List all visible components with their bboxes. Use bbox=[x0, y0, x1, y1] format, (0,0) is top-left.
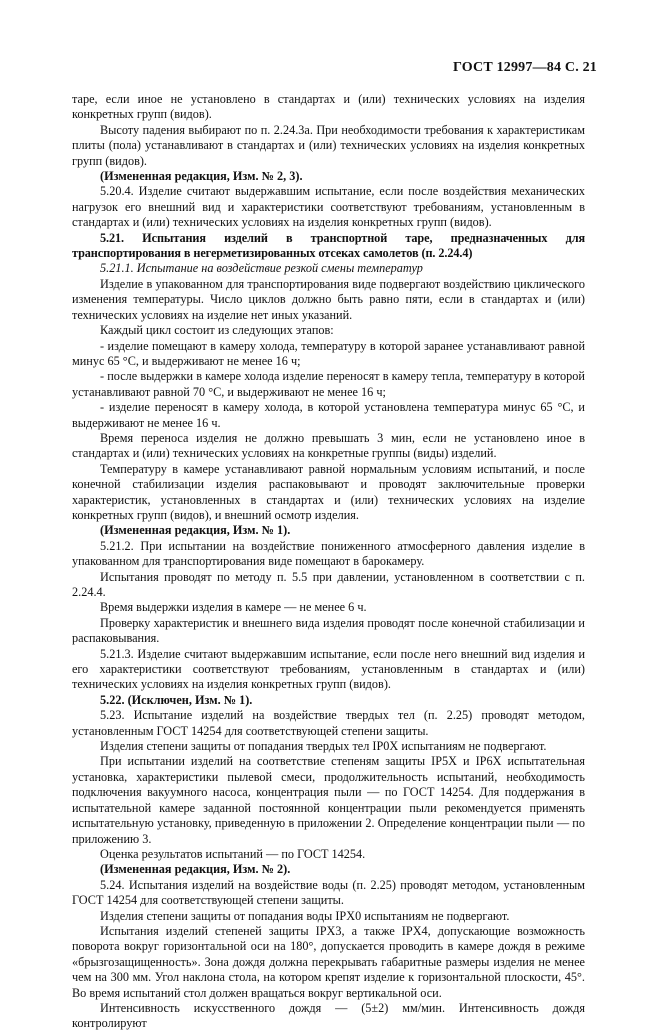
paragraph: Каждый цикл состоит из следующих этапов: bbox=[100, 323, 334, 338]
paragraph: Испытания изделий степеней защиты IPX3, а также IPX4, допускающие возможность поворота вокруг горизонтальной оси на 180°, допускается проводить в камере дождя в режиме «брызгозащищенность». Зона дождя должна перекрывать габаритные размеры изделия не менее чем на 300 мм. Угол наклона стола, на котором крепят изделие к горизонтальной плоскости, 45°. Во время испытаний стол должен вращаться вокруг вертикальной оси. bbox=[72, 923, 585, 1000]
paragraph: (Измененная редакция, Изм. № 2, 3). bbox=[100, 169, 303, 184]
paragraph: Испытания проводят по методу п. 5.5 при давлении, установленном в соответствии с п. 2.24.4. bbox=[72, 569, 585, 599]
document-body bbox=[72, 92, 585, 1032]
paragraph: 5.22. (Исключен, Изм. № 1). bbox=[100, 692, 253, 707]
paragraph: - изделие помещают в камеру холода, температуру в которой заранее устанавливают равной минус 65 °С, и выдерживают не менее 16 ч; bbox=[72, 338, 585, 368]
paragraph: (Измененная редакция, Изм. № 2). bbox=[100, 862, 291, 877]
paragraph: 5.21.1. Испытание на воздействие резкой смены температур bbox=[100, 261, 423, 276]
paragraph: (Измененная редакция, Изм. № 1). bbox=[100, 523, 291, 538]
paragraph: Изделие в упакованном для транспортирования виде подвергают воздействию циклического изменения температуры. Число циклов должно быть равно пяти, если в стандартах и (или) технических условиях на изделие нет иных указаний. bbox=[72, 276, 585, 322]
page-header: ГОСТ 12997—84 С. 21 bbox=[453, 60, 597, 75]
paragraph: 5.24. Испытания изделий на воздействие воды (п. 2.25) проводят методом, установленным ГОСТ 14254 для соответствующей степени защиты. bbox=[72, 877, 585, 908]
paragraph: Проверку характеристик и внешнего вида изделия проводят после конечной стабилизации и распаковывания. bbox=[72, 615, 585, 646]
paragraph: - после выдержки в камере холода изделие переносят в камеру тепла, температуру в которой устанавливают равной 70 °С, и выдерживают не менее 16 ч; bbox=[72, 369, 585, 399]
paragraph: - изделие переносят в камеру холода, в которой установлена температура минус 65 °С, и выдерживают не менее 16 ч. bbox=[72, 400, 585, 430]
paragraph: Изделия степени защиты от попадания твердых тел IP0X испытаниям не подвергают. bbox=[100, 739, 547, 754]
paragraph: Температуру в камере устанавливают равной нормальным условиям испытаний, и после конечной стабилизации изделия распаковывают и проводят заключительные проверки характеристик, установленных в стандартах и (или) технических условиях на изделие конкретных групп (видов), и внешний осмотр изделия. bbox=[72, 461, 585, 522]
paragraph: таре, если иное не установлено в стандартах и (или) технических условиях на изделия конкретных групп (видов). bbox=[72, 92, 585, 122]
paragraph: Время переноса изделия не должно превышать 3 мин, если не установлено иное в стандартах и (или) технических условиях на конкретные группы (виды) изделий. bbox=[72, 430, 585, 461]
paragraph: Изделия степени защиты от попадания воды IPX0 испытаниям не подвергают. bbox=[100, 908, 510, 923]
paragraph: 5.21.2. При испытании на воздействие пониженного атмосферного давления изделие в упакованном для транспортирования виде помещают в барокамеру. bbox=[72, 538, 585, 569]
paragraph: 5.23. Испытание изделий на воздействие твердых тел (п. 2.25) проводят методом, установленным ГОСТ 14254 для соответствующей степени защиты. bbox=[72, 708, 585, 738]
paragraph: Оценка результатов испытаний — по ГОСТ 14254. bbox=[100, 846, 366, 861]
paragraph: 5.21.3. Изделие считают выдержавшим испытание, если после него внешний вид изделия и его характеристики соответствуют требованиям, установленным в стандартах и (или) технических условиях на изделия конкретных групп (видов). bbox=[72, 646, 585, 692]
paragraph: Время выдержки изделия в камере — не менее 6 ч. bbox=[100, 600, 367, 615]
paragraph: 5.21. Испытания изделий в транспортной таре, предназначенных для транспортирования в негерметизированных отсеках самолетов (п. 2.24.4) bbox=[72, 230, 585, 261]
paragraph: Интенсивность искусственного дождя — (5±2) мм/мин. Интенсивность дождя контролируют bbox=[72, 1000, 585, 1031]
paragraph: Высоту падения выбирают по п. 2.24.3а. При необходимости требования к характеристикам плиты (пола) устанавливают в стандартах и (или) технических условиях на изделия конкретных групп (видов). bbox=[72, 122, 585, 168]
paragraph: 5.20.4. Изделие считают выдержавшим испытание, если после воздействия механических нагрузок его внешний вид и характеристики соответствуют требованиям, установленным в стандартах и (или) технических условиях на изделия конкретных групп (видов). bbox=[72, 184, 585, 230]
paragraph: При испытании изделий на соответствие степеням защиты IP5X и IP6X испытательная установка, характеристики пылевой смеси, продолжительность испытаний, необходимость подключения вакуумного насоса, концентрация пыли — по ГОСТ 14254. Для поддержания в испытательной камере заданной постоянной концентрации пыли рекомендуется применять испытательную установку, приведенную в приложении 2. Определение концентрации пыли — по приложению 3. bbox=[72, 754, 585, 846]
